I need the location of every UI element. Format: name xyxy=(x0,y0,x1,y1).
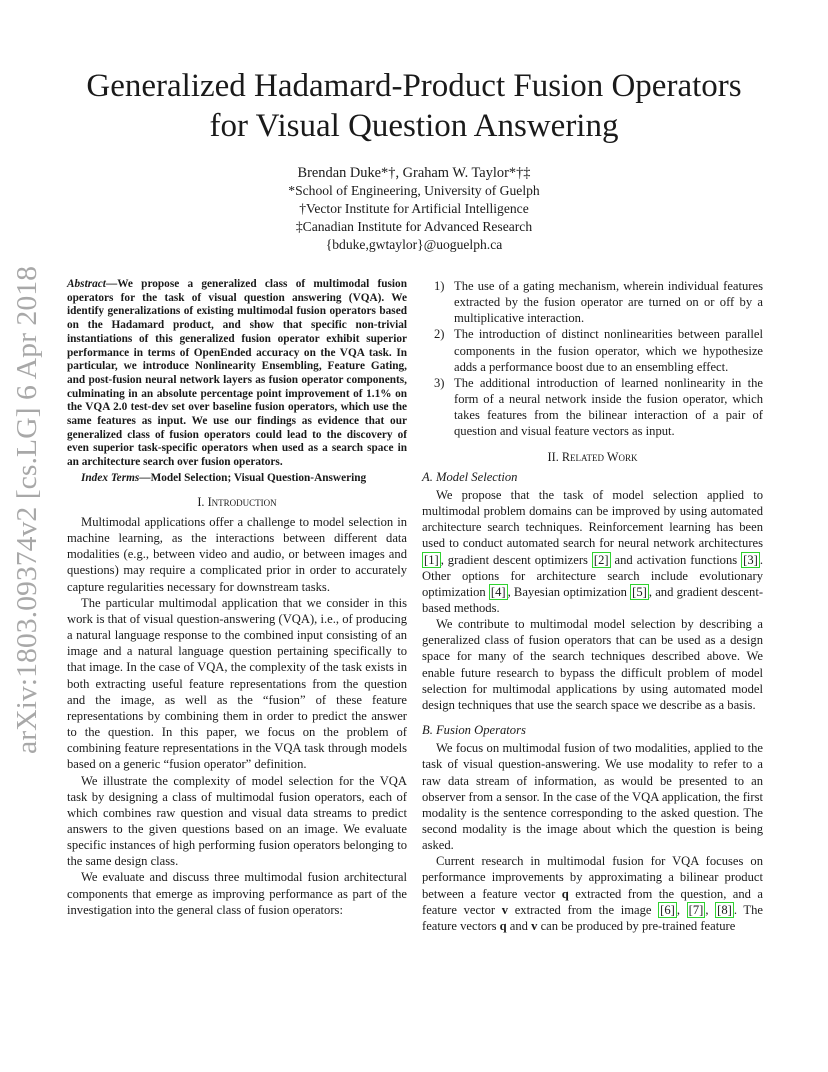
text-run: and activation functions xyxy=(610,552,742,567)
fusion-operators-paragraph: We focus on multimodal fusion of two modalities, applied to the task of visual question-answering. We use modality to refer to a raw data stream of information, as would be presented to an observer from a sensor. In the case of the VQA application, the first modality is the sentence corresponding to the asked question. The second modality is the image about which the question is being asked. xyxy=(422,741,763,853)
section-number: II. xyxy=(547,449,559,464)
text-run: , xyxy=(676,902,687,917)
index-terms-lead: Index Terms xyxy=(81,471,140,484)
text-run: extracted from the question, and a feature vector xyxy=(422,886,764,917)
text-run: and xyxy=(506,918,532,933)
vector-q: q xyxy=(499,918,507,933)
text-run: . Other options for architecture search include evolutionary optimization xyxy=(422,552,763,599)
text-run: , gradient descent optimizers xyxy=(440,552,592,567)
list-item xyxy=(422,326,763,374)
list-text: The additional introduction of learned nonlinearity in the form of a neural network inside the fusion operator, which takes features from the bilinear interaction of a pair of question and visual feature vectors as input. xyxy=(454,375,763,439)
list-number: 1) xyxy=(434,279,445,293)
intro-paragraph: We evaluate and discuss three multimodal fusion architectural components that emerge as improving performance as part of the investigation into the general class of fusion operators: xyxy=(67,870,407,917)
subsection-heading-fusion-operators: B. Fusion Operators xyxy=(422,723,526,738)
index-terms-text: —Model Selection; Visual Question-Answering xyxy=(139,471,367,484)
text-run: . The feature vectors xyxy=(422,902,763,933)
list-number: 3) xyxy=(434,375,445,390)
citation-link[interactable]: [4] xyxy=(490,584,506,599)
abstract-lead: Abstract xyxy=(67,278,106,290)
abstract xyxy=(67,278,407,470)
text-run: , Bayesian optimization xyxy=(507,584,631,599)
citation-link[interactable]: [1] xyxy=(424,552,439,567)
affiliation-3: ‡Canadian Institute for Advanced Research xyxy=(295,219,533,234)
citation-link[interactable]: [8] xyxy=(717,902,732,917)
author-names: Brendan Duke*†, Graham W. Taylor*†‡ xyxy=(297,165,531,181)
intro-paragraph: The particular multimodal application that we consider in this work is that of visual question-answering (VQA), i.e., of producing a natural language response to the combined input consisting of an image and a natural language question pertaining specifically to that image. In the case of VQA, the complexity of the task exists in both extracting useful feature representations from the question and the image, as well as the “fusion” of these feature representations by combining them in order to predict the answer to the question. In this paper, we focus on the problem of combining feature representations in the VQA task through models based on a generic “fusion operator” definition. xyxy=(67,595,407,772)
subsection-heading-model-selection: A. Model Selection xyxy=(422,469,518,484)
citation-link[interactable]: [7] xyxy=(688,902,704,917)
list-text: The use of a gating mechanism, wherein individual features extracted by the fusion operator are turned on or off by a multiplicative interaction. xyxy=(454,279,763,326)
abstract-text: —We propose a generalized class of multimodal fusion operators for the task of visual question answering (VQA). We identify generalizations of existing multimodal fusion operators based on the Hadamard product, and show that specific non-trivial instantiations of this generalized fusion operator exhibit superior performance in terms of OpenEnded accuracy on the VQA task. In particular, we introduce Nonlinearity Ensembling, Feature Gating, and post-fusion neural network layers as fusion operator components, culminating in an absolute percentage point improvement of 1.1% on the VQA 2.0 test-dev set over baseline fusion operators, which use the same features as input. We use our findings as evidence that our generalized class of fusion operators could lead to the discovery of even superior task-specific operators when used as a search space in an architecture search over fusion operators. xyxy=(67,278,407,469)
section-title: Related Work xyxy=(561,449,638,464)
list-item xyxy=(422,278,763,326)
section-number: I. xyxy=(197,494,205,509)
text-run: We propose that the task of model selection applied to multimodal problem domains can be improved by using automated architecture search techniques. Reinforcement learning has been used to conduct automated search for neural network architectures xyxy=(422,487,763,551)
paper-title xyxy=(60,66,768,146)
index-terms xyxy=(67,471,407,485)
right-column xyxy=(422,278,763,934)
citation-link[interactable]: [5] xyxy=(632,584,647,599)
list-number: 2) xyxy=(434,327,445,342)
section-heading-related-work xyxy=(422,449,763,465)
citation-link[interactable]: [3] xyxy=(743,552,758,567)
model-selection-paragraph xyxy=(422,487,763,616)
intro-paragraph: We illustrate the complexity of model selection for the VQA task by designing a class of multimodal fusion operators, each of which combines raw question and visual data streams to predict answers to the given questions based on an image. We evaluate specific instances of high performing fusion operators belonging to the same design class. xyxy=(67,773,407,869)
text-run: extracted from the image xyxy=(508,902,659,917)
text-run: , and gradient descent-based methods. xyxy=(422,584,764,615)
list-text: The introduction of distinct nonlinearities between parallel components in the fusion operator, which we hypothesize adds a performance boost due to an ensembling effect. xyxy=(454,327,763,374)
section-title: Introduction xyxy=(207,494,277,509)
author-block xyxy=(180,164,648,254)
text-run: Current research in multimodal fusion for VQA focuses on performance improvements by approximating a bilinear product between a feature vector xyxy=(422,854,763,901)
text-run: can be produced by pre-trained feature xyxy=(537,918,736,933)
left-column xyxy=(67,278,407,918)
affiliation-2: †Vector Institute for Artificial Intelligence xyxy=(299,201,529,216)
title-line-1: Generalized Hadamard-Product Fusion Operators xyxy=(86,68,742,104)
affiliation-1: *School of Engineering, University of Guelph xyxy=(288,183,540,198)
section-heading-introduction xyxy=(67,494,407,510)
text-run: , xyxy=(705,902,716,917)
citation-link[interactable]: [2] xyxy=(593,552,609,567)
arxiv-stamp-text: arXiv:1803.09374v2 [cs.LG] 6 Apr 2018 xyxy=(11,278,43,754)
model-selection-paragraph: We contribute to multimodal model selection by describing a generalized class of fusion operators that can be used as a design space for many of the search techniques described above. We enable future research to bypass the difficult problem of model selection for multimodal applications by using automated model design techniques that use the search space we describe as a basis. xyxy=(422,617,763,712)
intro-paragraph: Multimodal applications offer a challenge to model selection in machine learning, as the interactions between different data modalities (e.g., between video and audio, or between images and questions) may require a complicated prior in order to accurately capture regularities necessary for downstream tasks. xyxy=(67,515,407,594)
arxiv-stamp xyxy=(2,266,46,754)
component-list xyxy=(422,278,763,440)
vector-v: v xyxy=(501,902,509,917)
vector-q: q xyxy=(561,886,569,901)
title-line-2: for Visual Question Answering xyxy=(209,108,619,144)
author-email: {bduke,gwtaylor}@uoguelph.ca xyxy=(325,237,503,252)
vector-v: v xyxy=(531,918,538,933)
list-item xyxy=(422,375,763,440)
fusion-operators-paragraph xyxy=(422,853,763,934)
citation-link[interactable]: [6] xyxy=(660,902,675,917)
